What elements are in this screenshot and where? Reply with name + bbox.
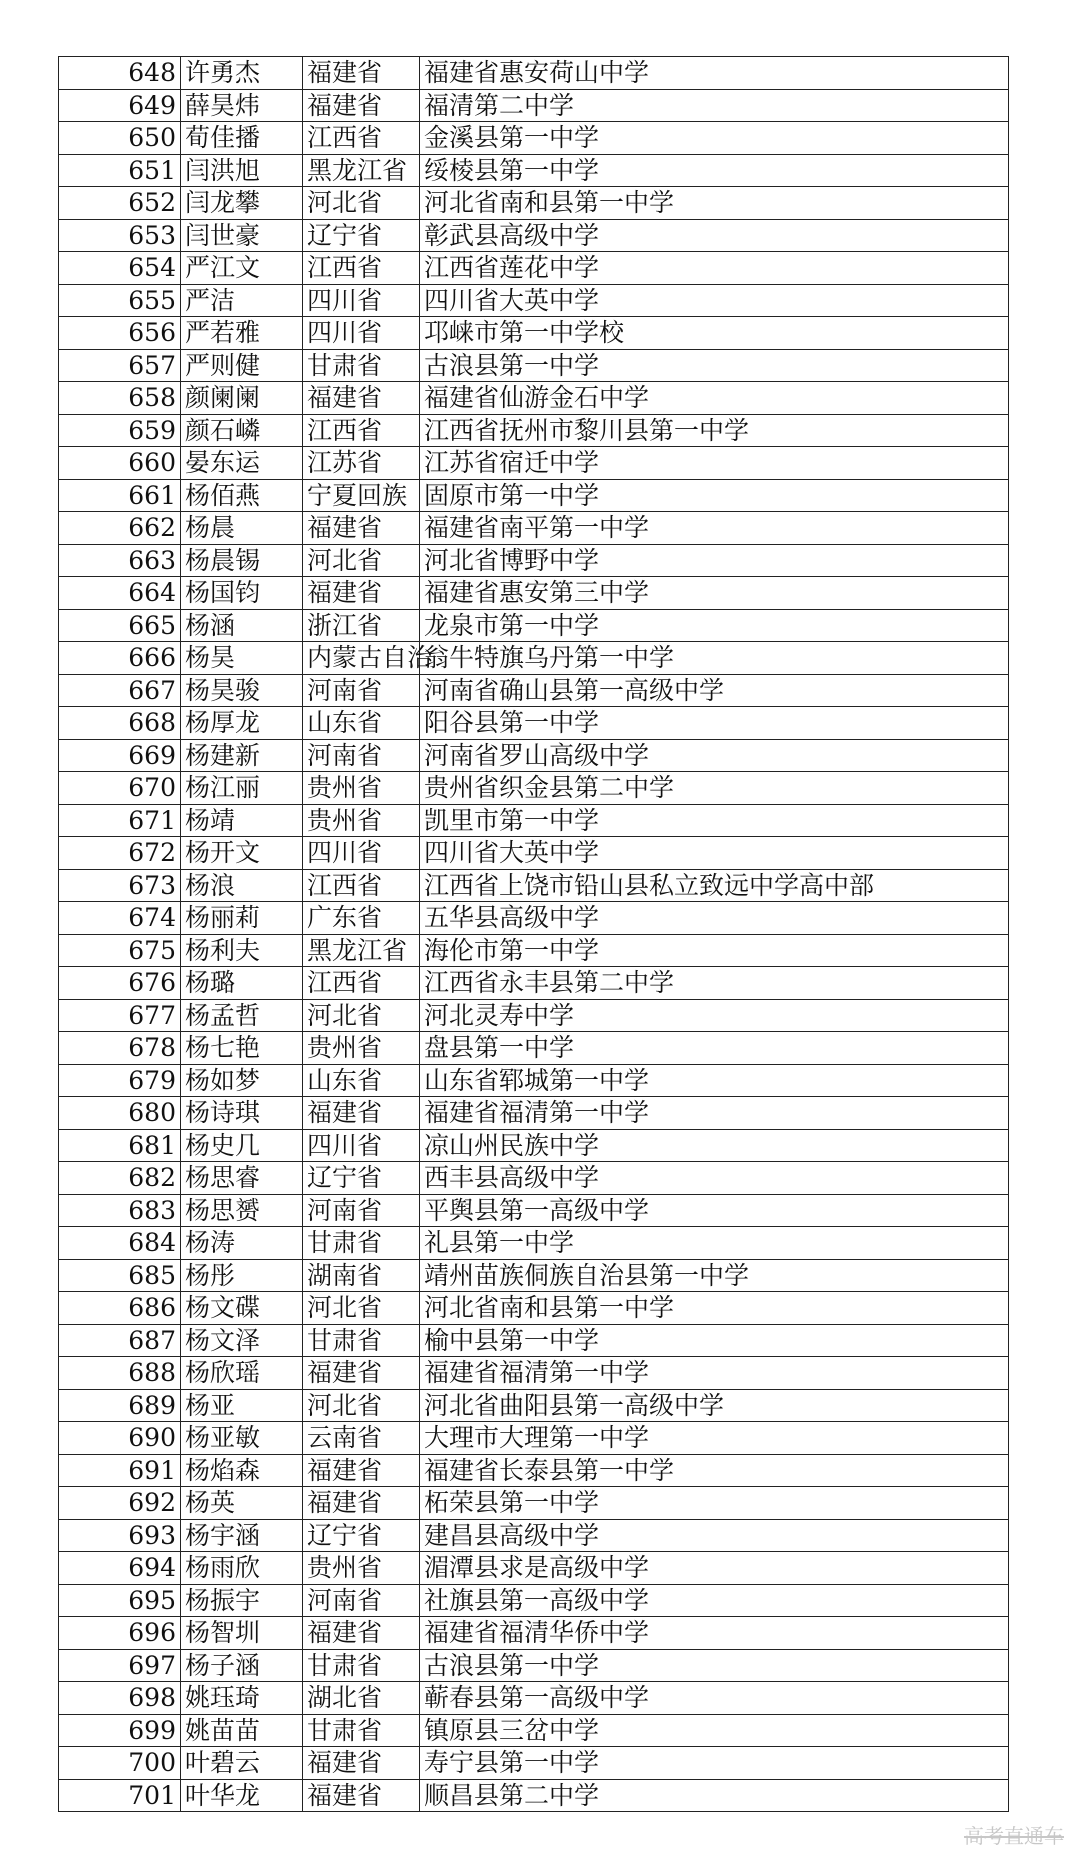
province-cell: 黑龙江省 [303, 934, 420, 967]
row-number-cell: 700 [59, 1747, 181, 1780]
school-cell: 贵州省织金县第二中学 [420, 772, 1009, 805]
student-name-cell: 杨子涵 [181, 1649, 303, 1682]
row-number-cell: 665 [59, 609, 181, 642]
student-name-cell: 杨焰森 [181, 1454, 303, 1487]
row-number-cell: 688 [59, 1357, 181, 1390]
student-name-cell: 杨如梦 [181, 1064, 303, 1097]
row-number-cell: 695 [59, 1584, 181, 1617]
school-cell: 福建省南平第一中学 [420, 512, 1009, 545]
province-cell: 江西省 [303, 252, 420, 285]
table-row [59, 1097, 1009, 1130]
student-name-cell: 杨昊 [181, 642, 303, 675]
student-name-cell: 严洁 [181, 284, 303, 317]
student-name-cell: 杨浪 [181, 869, 303, 902]
student-name-cell: 杨雨欣 [181, 1552, 303, 1585]
province-cell: 江西省 [303, 967, 420, 1000]
school-cell: 寿宁县第一中学 [420, 1747, 1009, 1780]
row-number-cell: 699 [59, 1714, 181, 1747]
school-cell: 河北省博野中学 [420, 544, 1009, 577]
school-cell: 盘县第一中学 [420, 1032, 1009, 1065]
table-row [59, 187, 1009, 220]
school-cell: 福清第二中学 [420, 89, 1009, 122]
school-cell: 凯里市第一中学 [420, 804, 1009, 837]
student-name-cell: 严则健 [181, 349, 303, 382]
student-name-cell: 叶碧云 [181, 1747, 303, 1780]
row-number-cell: 675 [59, 934, 181, 967]
table-row [59, 479, 1009, 512]
school-cell: 榆中县第一中学 [420, 1324, 1009, 1357]
student-name-cell: 杨七艳 [181, 1032, 303, 1065]
school-cell: 四川省大英中学 [420, 837, 1009, 870]
row-number-cell: 686 [59, 1292, 181, 1325]
province-cell: 辽宁省 [303, 1519, 420, 1552]
school-cell: 福建省福清第一中学 [420, 1097, 1009, 1130]
row-number-cell: 657 [59, 349, 181, 382]
school-cell: 阳谷县第一中学 [420, 707, 1009, 740]
table-row [59, 1617, 1009, 1650]
province-cell: 福建省 [303, 1454, 420, 1487]
province-cell: 福建省 [303, 1487, 420, 1520]
table-row [59, 349, 1009, 382]
school-cell: 福建省仙游金石中学 [420, 382, 1009, 415]
table-row [59, 1779, 1009, 1812]
school-cell: 大理市大理第一中学 [420, 1422, 1009, 1455]
school-cell: 蕲春县第一高级中学 [420, 1682, 1009, 1715]
roster-body [59, 57, 1009, 1812]
province-cell: 河南省 [303, 1194, 420, 1227]
table-row [59, 1552, 1009, 1585]
province-cell: 广东省 [303, 902, 420, 935]
table-row [59, 89, 1009, 122]
province-cell: 江苏省 [303, 447, 420, 480]
student-name-cell: 薛昊炜 [181, 89, 303, 122]
province-cell: 内蒙古自治 [303, 642, 420, 675]
student-name-cell: 闫洪旭 [181, 154, 303, 187]
school-cell: 凉山州民族中学 [420, 1129, 1009, 1162]
row-number-cell: 670 [59, 772, 181, 805]
row-number-cell: 666 [59, 642, 181, 675]
province-cell: 黑龙江省 [303, 154, 420, 187]
row-number-cell: 697 [59, 1649, 181, 1682]
school-cell: 江西省莲花中学 [420, 252, 1009, 285]
student-name-cell: 杨璐 [181, 967, 303, 1000]
row-number-cell: 663 [59, 544, 181, 577]
province-cell: 甘肃省 [303, 349, 420, 382]
school-cell: 山东省郓城第一中学 [420, 1064, 1009, 1097]
table-row [59, 414, 1009, 447]
row-number-cell: 693 [59, 1519, 181, 1552]
student-name-cell: 许勇杰 [181, 57, 303, 90]
table-row [59, 1389, 1009, 1422]
school-cell: 河北省曲阳县第一高级中学 [420, 1389, 1009, 1422]
province-cell: 江西省 [303, 122, 420, 155]
table-row [59, 837, 1009, 870]
school-cell: 社旗县第一高级中学 [420, 1584, 1009, 1617]
province-cell: 山东省 [303, 1064, 420, 1097]
student-name-cell: 杨英 [181, 1487, 303, 1520]
row-number-cell: 690 [59, 1422, 181, 1455]
row-number-cell: 654 [59, 252, 181, 285]
school-cell: 河南省确山县第一高级中学 [420, 674, 1009, 707]
province-cell: 江西省 [303, 869, 420, 902]
student-name-cell: 闫世豪 [181, 219, 303, 252]
province-cell: 辽宁省 [303, 1162, 420, 1195]
school-cell: 顺昌县第二中学 [420, 1779, 1009, 1812]
row-number-cell: 687 [59, 1324, 181, 1357]
table-row [59, 1714, 1009, 1747]
table-row [59, 1292, 1009, 1325]
province-cell: 福建省 [303, 89, 420, 122]
row-number-cell: 692 [59, 1487, 181, 1520]
row-number-cell: 660 [59, 447, 181, 480]
table-row [59, 1422, 1009, 1455]
school-cell: 海伦市第一中学 [420, 934, 1009, 967]
province-cell: 福建省 [303, 1779, 420, 1812]
table-row [59, 739, 1009, 772]
student-name-cell: 颜石嶙 [181, 414, 303, 447]
table-row [59, 869, 1009, 902]
school-cell: 翁牛特旗乌丹第一中学 [420, 642, 1009, 675]
row-number-cell: 653 [59, 219, 181, 252]
roster-sheet [58, 56, 1008, 1812]
row-number-cell: 679 [59, 1064, 181, 1097]
student-name-cell: 姚珏琦 [181, 1682, 303, 1715]
school-cell: 古浪县第一中学 [420, 349, 1009, 382]
school-cell: 绥棱县第一中学 [420, 154, 1009, 187]
school-cell: 四川省大英中学 [420, 284, 1009, 317]
student-name-cell: 杨诗琪 [181, 1097, 303, 1130]
row-number-cell: 685 [59, 1259, 181, 1292]
school-cell: 江苏省宿迁中学 [420, 447, 1009, 480]
table-row [59, 1519, 1009, 1552]
province-cell: 福建省 [303, 512, 420, 545]
school-cell: 江西省永丰县第二中学 [420, 967, 1009, 1000]
province-cell: 四川省 [303, 284, 420, 317]
table-row [59, 674, 1009, 707]
row-number-cell: 662 [59, 512, 181, 545]
province-cell: 甘肃省 [303, 1324, 420, 1357]
row-number-cell: 698 [59, 1682, 181, 1715]
province-cell: 福建省 [303, 57, 420, 90]
table-row [59, 999, 1009, 1032]
province-cell: 河北省 [303, 187, 420, 220]
school-cell: 福建省福清华侨中学 [420, 1617, 1009, 1650]
table-row [59, 544, 1009, 577]
student-name-cell: 杨史几 [181, 1129, 303, 1162]
roster-table [58, 56, 1009, 1812]
student-name-cell: 杨振宇 [181, 1584, 303, 1617]
row-number-cell: 701 [59, 1779, 181, 1812]
row-number-cell: 661 [59, 479, 181, 512]
student-name-cell: 杨宇涵 [181, 1519, 303, 1552]
table-row [59, 1227, 1009, 1260]
province-cell: 福建省 [303, 382, 420, 415]
table-row [59, 512, 1009, 545]
row-number-cell: 682 [59, 1162, 181, 1195]
school-cell: 江西省抚州市黎川县第一中学 [420, 414, 1009, 447]
school-cell: 柘荣县第一中学 [420, 1487, 1009, 1520]
school-cell: 河南省罗山高级中学 [420, 739, 1009, 772]
table-row [59, 1682, 1009, 1715]
province-cell: 宁夏回族 [303, 479, 420, 512]
row-number-cell: 684 [59, 1227, 181, 1260]
school-cell: 建昌县高级中学 [420, 1519, 1009, 1552]
table-row [59, 57, 1009, 90]
row-number-cell: 674 [59, 902, 181, 935]
table-row [59, 707, 1009, 740]
table-row [59, 1162, 1009, 1195]
province-cell: 甘肃省 [303, 1227, 420, 1260]
province-cell: 贵州省 [303, 772, 420, 805]
student-name-cell: 荀佳播 [181, 122, 303, 155]
student-name-cell: 杨彤 [181, 1259, 303, 1292]
table-row [59, 1487, 1009, 1520]
table-row [59, 1064, 1009, 1097]
row-number-cell: 676 [59, 967, 181, 1000]
table-row [59, 382, 1009, 415]
province-cell: 河北省 [303, 1389, 420, 1422]
table-row [59, 577, 1009, 610]
province-cell: 福建省 [303, 577, 420, 610]
row-number-cell: 655 [59, 284, 181, 317]
row-number-cell: 681 [59, 1129, 181, 1162]
school-cell: 邛崃市第一中学校 [420, 317, 1009, 350]
school-cell: 龙泉市第一中学 [420, 609, 1009, 642]
province-cell: 河北省 [303, 999, 420, 1032]
school-cell: 五华县高级中学 [420, 902, 1009, 935]
table-row [59, 1357, 1009, 1390]
table-row [59, 1129, 1009, 1162]
student-name-cell: 杨佰燕 [181, 479, 303, 512]
table-row [59, 1032, 1009, 1065]
school-cell: 彰武县高级中学 [420, 219, 1009, 252]
province-cell: 河南省 [303, 739, 420, 772]
student-name-cell: 颜阑阑 [181, 382, 303, 415]
province-cell: 云南省 [303, 1422, 420, 1455]
province-cell: 甘肃省 [303, 1649, 420, 1682]
school-cell: 福建省长泰县第一中学 [420, 1454, 1009, 1487]
student-name-cell: 杨晨 [181, 512, 303, 545]
student-name-cell: 杨国钧 [181, 577, 303, 610]
row-number-cell: 651 [59, 154, 181, 187]
province-cell: 湖南省 [303, 1259, 420, 1292]
province-cell: 江西省 [303, 414, 420, 447]
student-name-cell: 杨涛 [181, 1227, 303, 1260]
province-cell: 贵州省 [303, 1032, 420, 1065]
school-cell: 湄潭县求是高级中学 [420, 1552, 1009, 1585]
province-cell: 福建省 [303, 1357, 420, 1390]
student-name-cell: 杨思睿 [181, 1162, 303, 1195]
student-name-cell: 杨亚 [181, 1389, 303, 1422]
row-number-cell: 691 [59, 1454, 181, 1487]
student-name-cell: 杨文碟 [181, 1292, 303, 1325]
province-cell: 河北省 [303, 544, 420, 577]
student-name-cell: 杨利夫 [181, 934, 303, 967]
student-name-cell: 杨厚龙 [181, 707, 303, 740]
student-name-cell: 叶华龙 [181, 1779, 303, 1812]
table-row [59, 1259, 1009, 1292]
student-name-cell: 严江文 [181, 252, 303, 285]
row-number-cell: 678 [59, 1032, 181, 1065]
row-number-cell: 658 [59, 382, 181, 415]
school-cell: 河北灵寿中学 [420, 999, 1009, 1032]
table-row [59, 967, 1009, 1000]
table-row [59, 1324, 1009, 1357]
table-row [59, 122, 1009, 155]
row-number-cell: 694 [59, 1552, 181, 1585]
student-name-cell: 杨晨锡 [181, 544, 303, 577]
table-row [59, 642, 1009, 675]
student-name-cell: 杨孟哲 [181, 999, 303, 1032]
student-name-cell: 杨昊骏 [181, 674, 303, 707]
student-name-cell: 杨亚敏 [181, 1422, 303, 1455]
row-number-cell: 672 [59, 837, 181, 870]
school-cell: 福建省福清第一中学 [420, 1357, 1009, 1390]
school-cell: 江西省上饶市铅山县私立致远中学高中部 [420, 869, 1009, 902]
school-cell: 平舆县第一高级中学 [420, 1194, 1009, 1227]
province-cell: 河北省 [303, 1292, 420, 1325]
row-number-cell: 680 [59, 1097, 181, 1130]
table-row [59, 1649, 1009, 1682]
student-name-cell: 杨文泽 [181, 1324, 303, 1357]
province-cell: 福建省 [303, 1747, 420, 1780]
table-row [59, 317, 1009, 350]
province-cell: 四川省 [303, 837, 420, 870]
province-cell: 贵州省 [303, 1552, 420, 1585]
table-row [59, 1194, 1009, 1227]
student-name-cell: 杨丽莉 [181, 902, 303, 935]
province-cell: 甘肃省 [303, 1714, 420, 1747]
row-number-cell: 671 [59, 804, 181, 837]
province-cell: 辽宁省 [303, 219, 420, 252]
row-number-cell: 677 [59, 999, 181, 1032]
student-name-cell: 杨靖 [181, 804, 303, 837]
province-cell: 四川省 [303, 1129, 420, 1162]
student-name-cell: 杨江丽 [181, 772, 303, 805]
school-cell: 镇原县三岔中学 [420, 1714, 1009, 1747]
student-name-cell: 姚苗苗 [181, 1714, 303, 1747]
school-cell: 河北省南和县第一中学 [420, 1292, 1009, 1325]
row-number-cell: 659 [59, 414, 181, 447]
province-cell: 贵州省 [303, 804, 420, 837]
school-cell: 礼县第一中学 [420, 1227, 1009, 1260]
student-name-cell: 杨欣瑶 [181, 1357, 303, 1390]
row-number-cell: 649 [59, 89, 181, 122]
province-cell: 河南省 [303, 1584, 420, 1617]
table-row [59, 219, 1009, 252]
school-cell: 福建省惠安荷山中学 [420, 57, 1009, 90]
row-number-cell: 673 [59, 869, 181, 902]
table-row [59, 804, 1009, 837]
table-row [59, 154, 1009, 187]
school-cell: 金溪县第一中学 [420, 122, 1009, 155]
table-row [59, 609, 1009, 642]
student-name-cell: 杨建新 [181, 739, 303, 772]
row-number-cell: 669 [59, 739, 181, 772]
school-cell: 福建省惠安第三中学 [420, 577, 1009, 610]
table-row [59, 447, 1009, 480]
province-cell: 福建省 [303, 1097, 420, 1130]
row-number-cell: 650 [59, 122, 181, 155]
table-row [59, 902, 1009, 935]
row-number-cell: 652 [59, 187, 181, 220]
row-number-cell: 648 [59, 57, 181, 90]
province-cell: 浙江省 [303, 609, 420, 642]
row-number-cell: 696 [59, 1617, 181, 1650]
student-name-cell: 杨开文 [181, 837, 303, 870]
school-cell: 固原市第一中学 [420, 479, 1009, 512]
school-cell: 靖州苗族侗族自治县第一中学 [420, 1259, 1009, 1292]
school-cell: 西丰县高级中学 [420, 1162, 1009, 1195]
table-row [59, 1747, 1009, 1780]
row-number-cell: 668 [59, 707, 181, 740]
province-cell: 山东省 [303, 707, 420, 740]
row-number-cell: 683 [59, 1194, 181, 1227]
student-name-cell: 晏东运 [181, 447, 303, 480]
table-row [59, 284, 1009, 317]
student-name-cell: 杨思赟 [181, 1194, 303, 1227]
row-number-cell: 664 [59, 577, 181, 610]
table-row [59, 252, 1009, 285]
school-cell: 河北省南和县第一中学 [420, 187, 1009, 220]
student-name-cell: 杨涵 [181, 609, 303, 642]
student-name-cell: 闫龙攀 [181, 187, 303, 220]
student-name-cell: 杨智圳 [181, 1617, 303, 1650]
province-cell: 湖北省 [303, 1682, 420, 1715]
province-cell: 四川省 [303, 317, 420, 350]
student-name-cell: 严若雅 [181, 317, 303, 350]
row-number-cell: 656 [59, 317, 181, 350]
table-row [59, 1454, 1009, 1487]
province-cell: 河南省 [303, 674, 420, 707]
row-number-cell: 689 [59, 1389, 181, 1422]
table-row [59, 934, 1009, 967]
table-row [59, 772, 1009, 805]
table-row [59, 1584, 1009, 1617]
school-cell: 古浪县第一中学 [420, 1649, 1009, 1682]
province-cell: 福建省 [303, 1617, 420, 1650]
watermark-logo: 高考直通车 [964, 1824, 1064, 1848]
row-number-cell: 667 [59, 674, 181, 707]
